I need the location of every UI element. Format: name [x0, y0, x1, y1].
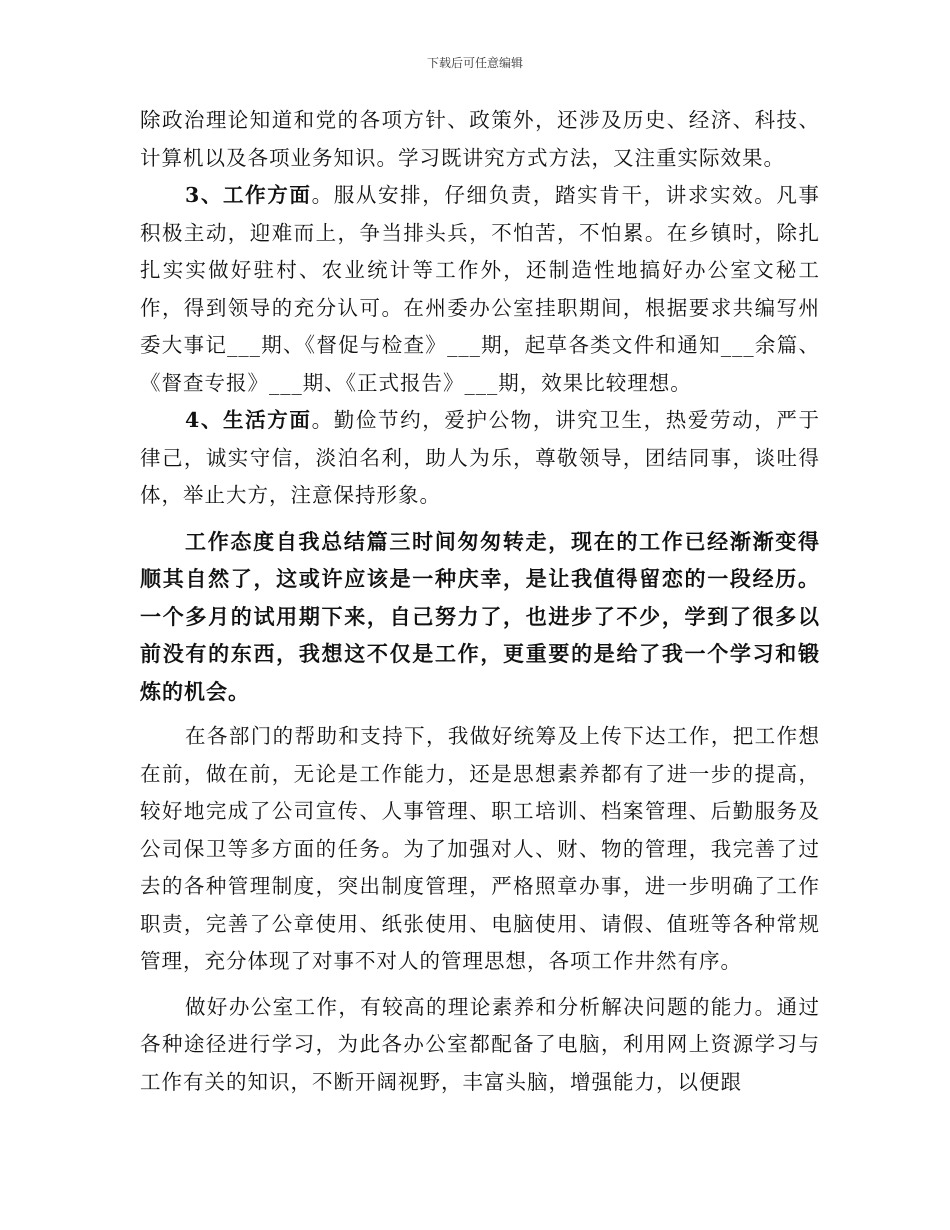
paragraph-life-aspect: [140, 402, 820, 515]
paragraph-1: 除政治理论知道和党的各项方针、政策外，还涉及历史、经济、科技、计算机以及各项业务知识。学习既讲究方式方法，又注重实际效果。: [140, 108, 820, 170]
paragraph-work-aspect-text: 。服从安排，仔细负责，踏实肯干，讲求实效。凡事积极主动，迎难而上，争当排头兵，不怕苦，不怕累。在乡镇时，除扎扎实实做好驻村、农业统计等工作外，还制造性地搞好办公室文秘工作，得到领导的充分认可。在州委办公室挂职期间，根据要求共编写州委大事记___期、《督促与检查》___期，起草各类文件和通知___余篇、《督查专报》___期、《正式报告》___期，效果比较理想。: [140, 183, 821, 395]
heading-life-aspect: 4、生活方面: [185, 408, 312, 432]
page-header: 下载后可任意编辑: [426, 56, 523, 70]
paragraph-summary-intro: 工作态度自我总结篇三时间匆匆转走，现在的工作已经渐渐变得顺其自然了，这或许应该是一种庆幸，是让我值得留恋的一段经历。一个多月的试用期下来，自己努力了，也进步了不少，学到了很多以前没有的东西，我想这不仅是工作，更重要的是给了我一个学习和锻炼的机会。: [140, 528, 820, 704]
document-body: [140, 102, 820, 1101]
paragraph-work-aspect: [140, 177, 820, 402]
heading-work-aspect: 3、工作方面: [185, 183, 312, 207]
paragraph-departments: 在各部门的帮助和支持下，我做好统筹及上传下达工作，把工作想在前，做在前，无论是工作能力，还是思想素养都有了进一步的提高，较好地完成了公司宣传、人事管理、职工培训、档案管理、后勤服务及公司保卫等多方面的任务。为了加强对人、财、物的管理，我完善了过去的各种管理制度，突出制度管理，严格照章办事，进一步明确了工作职责，完善了公章使用、纸张使用、电脑使用、请假、值班等各种常规管理，充分体现了对事不对人的管理思想，各项工作井然有序。: [140, 724, 820, 973]
paragraph-life-aspect-text: 。勤俭节约，爱护公物，讲究卫生，热爱劳动，严于律己，诚实守信，淡泊名利，助人为乐，尊敬领导，团结同事，谈吐得体，举止大方，注意保持形象。: [140, 408, 821, 507]
paragraph-office-work: 做好办公室工作，有较高的理论素养和分析解决问题的能力。通过各种途径进行学习，为此各办公室都配备了电脑，利用网上资源学习与工作有关的知识，不断开阔视野，丰富头脑，增强能力，以便跟: [140, 994, 820, 1094]
